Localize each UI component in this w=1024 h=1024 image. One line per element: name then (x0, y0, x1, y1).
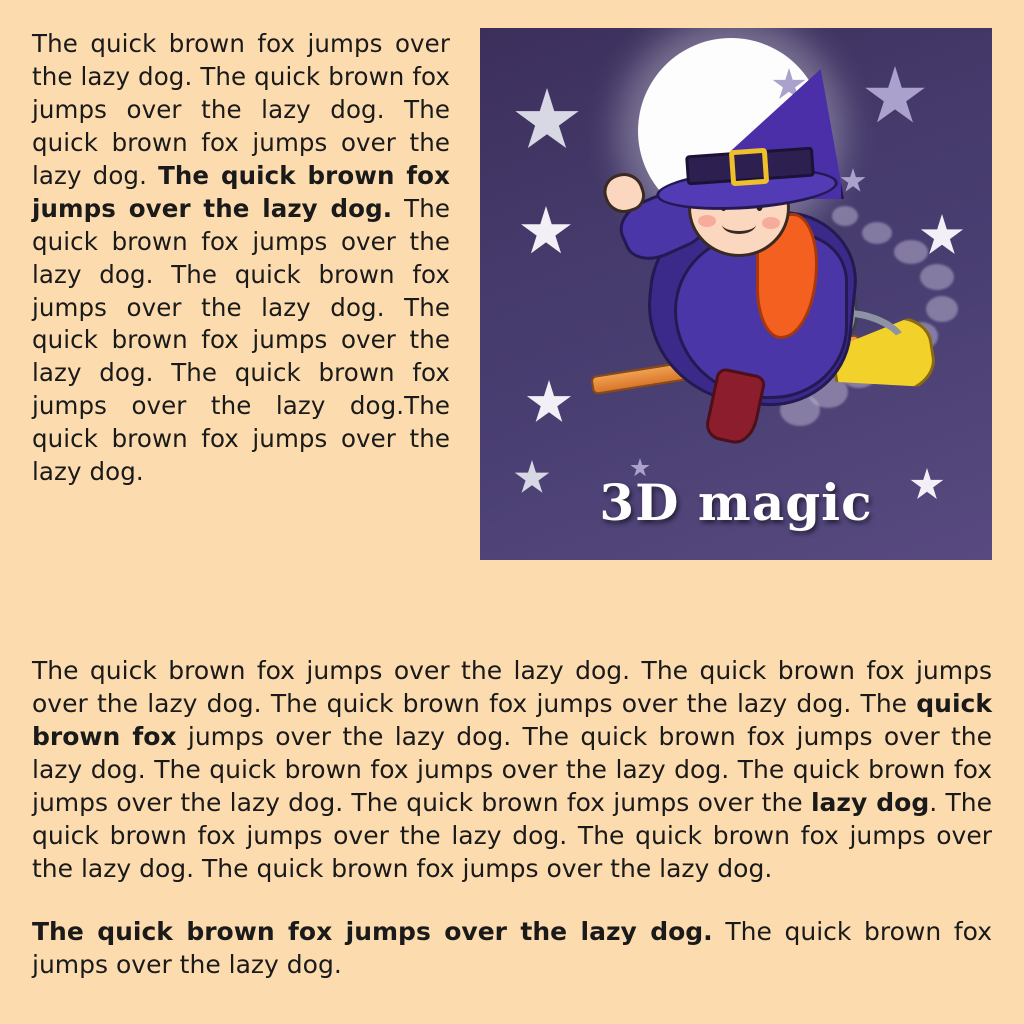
body-p1-bold2: lazy dog (810, 788, 930, 817)
body-paragraph-1 (32, 654, 992, 885)
body-p1-part1: The quick brown fox jumps over the lazy dog. The quick brown fox jumps over the lazy dog. The quick brown fox jumps over the lazy dog. The (32, 656, 992, 718)
cheek-right (762, 217, 780, 229)
body-p2-part1: The quick brown fox jumps over the lazy dog. (32, 917, 992, 979)
body-paragraph-2 (32, 915, 992, 981)
witch-figure (570, 103, 930, 503)
body-p1-bold1: quick brown fox (32, 689, 992, 751)
body-text (32, 654, 992, 981)
hat-buckle-icon (729, 148, 769, 187)
body-p2-bold1: The quick brown fox jumps over the lazy dog. (32, 917, 713, 946)
top-section (32, 28, 992, 560)
star-icon (526, 380, 572, 426)
cheek-left (698, 215, 716, 227)
column-text-bold: The quick brown fox jumps over the lazy dog. (32, 160, 450, 223)
body-p1-part3: . The quick brown fox jumps over the lazy dog. The quick brown fox jumps over the lazy dog. The quick brown fox jumps over the lazy dog. (32, 788, 992, 883)
column-text-tail: The quick brown fox jumps over the lazy dog. The quick brown fox jumps over the lazy dog. The quick brown fox jumps over the lazy dog. The quick brown fox jumps over the lazy dog.The quick brown fox jumps over the lazy dog. (32, 193, 450, 487)
smile (722, 215, 756, 234)
star-icon (520, 206, 572, 258)
figure-caption: 3D magic (599, 473, 873, 532)
body-p1-part2: jumps over the lazy dog. The quick brown fox jumps over the lazy dog. The quick brown fox jumps over the lazy dog. The quick brown fox jumps over the lazy dog. The quick brown fox jumps over the (32, 722, 992, 817)
column-text-lead: The quick brown fox jumps over the lazy dog. The quick brown fox jumps over the lazy dog. The quick brown fox jumps over the lazy dog. (32, 29, 450, 190)
smoke-puff (926, 296, 958, 322)
witch-illustration (480, 28, 992, 560)
left-text-column (32, 28, 450, 489)
